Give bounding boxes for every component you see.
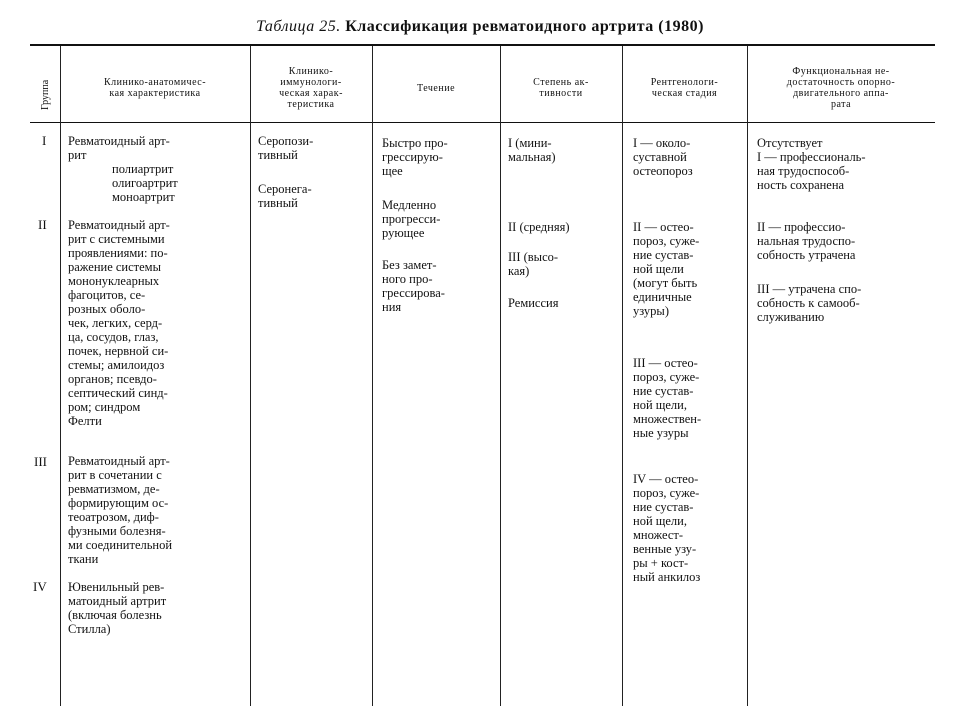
column-divider	[250, 46, 251, 706]
xray-stage-4: IV — остео- пороз, суже- ние сустав- ной щели, множест- венные узу- ры + кост- ный анкилоз	[633, 472, 701, 584]
table-number: Таблица 25.	[256, 18, 341, 35]
column-divider	[60, 46, 61, 706]
activity-high: III (высо- кая)	[508, 250, 559, 278]
header-functional: Функциональная не- достаточность опорно- двигательного аппа- рата	[786, 66, 896, 110]
header-course: Течение	[416, 82, 456, 94]
table-caption: Классификация ревматоидного артрита (1980)	[345, 18, 704, 35]
clinanat-g4: Ювенильный рев- матоидный артрит (включая болезнь Стилла)	[68, 580, 167, 636]
clinanat-g3: Ревматоидный арт- рит в сочетании с ревматизмом, де- формирующим ос- теоатрозом, диф- фузными болезня- ми соединительной ткани	[68, 454, 173, 566]
group-number: I	[42, 133, 47, 148]
column-divider	[622, 46, 623, 706]
column-divider	[500, 46, 501, 706]
activity-minimal: I (мини- мальная)	[508, 136, 556, 164]
xray-stage-2: II — остео- пороз, суже- ние сустав- ной щели (могут быть единичные узуры)	[633, 220, 700, 318]
header-clinanat: Клинико-анатомичес- кая характеристика	[103, 77, 207, 99]
group-number: IV	[33, 579, 47, 594]
table-title	[0, 18, 960, 36]
immun-seropositive: Серопози- тивный	[258, 134, 314, 162]
header-activity: Степень ак- тивности	[533, 77, 589, 99]
header-immun: Клинико- иммунологи- ческая харак- теристика	[279, 66, 343, 110]
group-number: III	[34, 454, 47, 469]
immun-seronegative: Серонега- тивный	[258, 182, 312, 210]
column-divider	[372, 46, 373, 706]
xray-stage-3: III — остео- пороз, суже- ние сустав- ной щели, множествен- ные узуры	[633, 356, 702, 440]
header-rule	[30, 122, 935, 123]
functional-none: Отсутствует I — профессиональ- ная трудоспособ- ность сохранена	[757, 136, 866, 192]
header-group: Группа	[40, 79, 51, 110]
course-slow: Медленно прогресси- рующее	[382, 198, 441, 240]
xray-stage-1: I — около- суставной остеопороз	[633, 136, 693, 178]
group-number: II	[38, 217, 47, 232]
functional-stage-2: II — профессио- нальная трудоспо- собность утрачена	[757, 220, 856, 262]
column-divider	[747, 46, 748, 706]
course-fast: Быстро про- грессирую- щее	[382, 136, 448, 178]
clinanat-g2: Ревматоидный арт- рит с системными проявлениями: по- ражение системы мононуклеарных фагоцитов, се- розных оболо- чек, легких, серд- ца, сосудов, глаз, почек, нервной си- стемы; амилоидоз органов; псевдо- септический синд- ром; синдром Фелти	[68, 218, 170, 428]
activity-moderate: II (средняя)	[508, 220, 570, 234]
course-none: Без замет- ного про- грессирова- ния	[382, 258, 445, 314]
clinanat-g1: Ревматоидный арт- рит	[68, 134, 170, 162]
functional-stage-3: III — утрачена спо- собность к самооб- служиванию	[757, 282, 862, 324]
header-xray: Рентгенологи- ческая стадия	[650, 77, 719, 99]
activity-remission: Ремиссия	[508, 296, 559, 310]
top-rule	[30, 44, 935, 46]
clinanat-g1-forms: полиартрит олигоартрит моноартрит	[112, 162, 178, 204]
